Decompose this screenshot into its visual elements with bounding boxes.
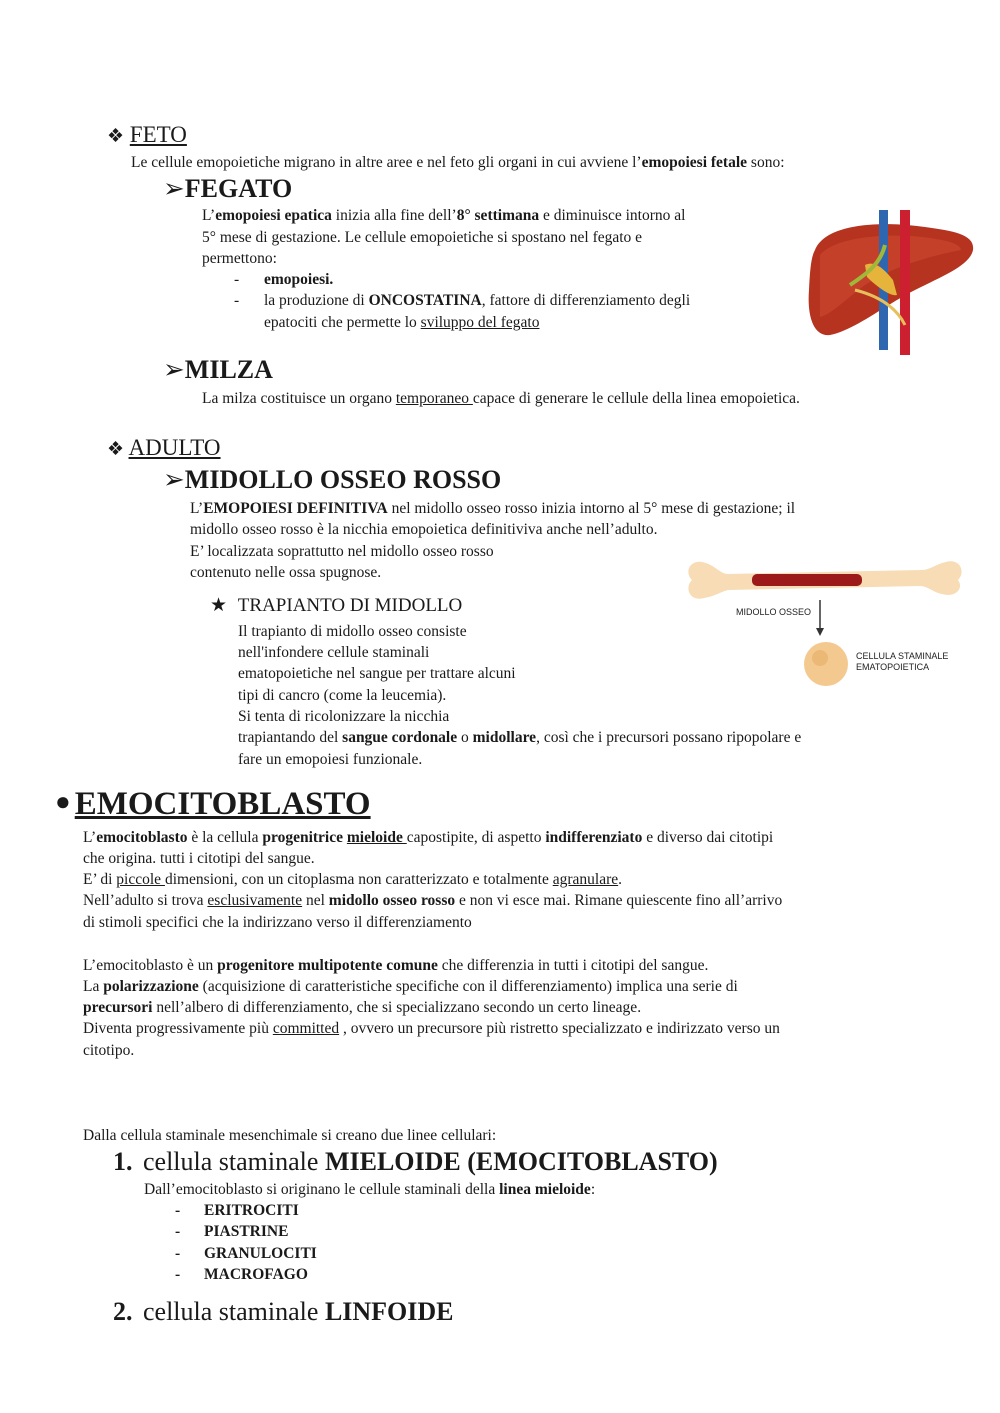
emocitoblasto-title: EMOCITOBLASTO (74, 786, 371, 822)
trapianto-line-6: trapiantando del sangue cordonale o midollare, così che i precursori possano ripopolare e (238, 729, 802, 746)
circle-bullet-icon: ● (55, 787, 71, 816)
fegato-item-2: la produzione di ONCOSTATINA, fattore di differenziamento degli (264, 292, 691, 309)
emo-line-7: La polarizzazione (acquisizione di caratteristiche specifiche con il differenziamento) implica una serie di (83, 978, 738, 995)
list-dash: - (175, 1223, 181, 1240)
feto-intro: Le cellule emopoietiche migrano in altre aree e nel feto gli organi in cui avviene l’emopoiesi fetale sono: (131, 154, 785, 171)
arrow-bullet-icon: ➢ (163, 465, 185, 494)
emo-line-5: di stimoli specifici che la indirizzano verso il differenziamento (83, 914, 472, 931)
mieloide-item: ERITROCITI (204, 1202, 299, 1219)
trapianto-line-2: nell'infondere cellule staminali (238, 644, 430, 661)
linee-item-1: 1. cellula staminale MIELOIDE (EMOCITOBLASTO) (113, 1147, 718, 1176)
mieloide-item: PIASTRINE (204, 1223, 289, 1240)
trapianto-line-3: ematopoietiche nel sangue per trattare alcuni (238, 665, 516, 682)
emo-line-2: che origina. tutti i citotipi del sangue. (83, 850, 315, 867)
feto-title: FETO (129, 122, 187, 147)
emo-line-9: Diventa progressivamente più committed , ovvero un precursore più ristretto specializzato e indirizzato verso un (83, 1020, 780, 1037)
emo-line-6: L’emocitoblasto è un progenitore multipotente comune che differenzia in tutti i citotipi del sangue. (83, 957, 709, 974)
fegato-heading (163, 175, 292, 203)
trapianto-line-4: tipi di cancro (come la leucemia). (238, 687, 447, 704)
fegato-title: FEGATO (184, 174, 293, 203)
fegato-line-1: L’emopoiesi epatica inizia alla fine dell’8° settimana e diminuisce intorno al (202, 207, 686, 224)
emo-line-3: E’ di piccole dimensioni, con un citoplasma non caratterizzato e totalmente agranulare. (83, 871, 623, 888)
mieloide-item: MACROFAGO (204, 1266, 308, 1283)
adulto-heading (107, 435, 221, 463)
mieloide-intro: Dall’emocitoblasto si originano le cellule staminali della linea mieloide: (144, 1181, 596, 1198)
trapianto-title: TRAPIANTO DI MIDOLLO (237, 595, 463, 616)
emo-line-4: Nell’adulto si trova esclusivamente nel midollo osseo rosso e non vi esce mai. Rimane quiescente fino all’arrivo (83, 892, 783, 909)
midollo-line-4: contenuto nelle ossa spugnose. (190, 564, 382, 581)
midollo-title: MIDOLLO OSSEO ROSSO (184, 465, 502, 494)
linee-intro: Dalla cellula staminale mesenchimale si creano due linee cellulari: (83, 1127, 497, 1144)
liver-illustration (805, 205, 980, 355)
fegato-item-1: emopoiesi. (264, 271, 334, 288)
bone-label-cellula: CELLULA STAMINALE (856, 651, 949, 661)
list-dash: - (234, 271, 240, 288)
emo-line-1: L’emocitoblasto è la cellula progenitrice mieloide capostipite, di aspetto indifferenziato e diverso dai citotipi (83, 829, 774, 846)
bone-label-ematopoietica: EMATOPOIETICA (856, 662, 930, 672)
list-dash: - (175, 1245, 181, 1262)
diamond-bullet-icon: ❖ (107, 126, 125, 147)
emo-line-8: precursori nell’albero di differenziamento, che si specializzano secondo un certo lineage. (83, 999, 642, 1016)
emocitoblasto-heading (55, 785, 371, 823)
star-bullet-icon: ★ (210, 595, 228, 616)
mieloide-item: GRANULOCITI (204, 1245, 317, 1262)
bone-label-midollo: MIDOLLO OSSEO (736, 607, 812, 617)
milza-line-1: La milza costituisce un organo temporaneo capace di generare le cellule della linea emopoietica. (202, 390, 800, 407)
arrow-bullet-icon: ➢ (163, 174, 185, 203)
arrow-bullet-icon: ➢ (163, 355, 185, 384)
diamond-bullet-icon: ❖ (107, 439, 125, 460)
trapianto-line-7: fare un emopoiesi funzionale. (238, 751, 423, 768)
linee-item-2: 2. cellula staminale LINFOIDE (113, 1297, 454, 1326)
list-dash: - (234, 292, 240, 309)
list-dash: - (175, 1266, 181, 1283)
fegato-line-2: 5° mese di gestazione. Le cellule emopoietiche si spostano nel fegato e (202, 229, 643, 246)
milza-title: MILZA (184, 355, 273, 384)
adulto-title: ADULTO (128, 435, 221, 460)
bone-marrow-illustration (680, 552, 980, 697)
list-dash: - (175, 1202, 181, 1219)
midollo-line-3: E’ localizzata soprattutto nel midollo osseo rosso (190, 543, 494, 560)
milza-heading (163, 356, 273, 384)
midollo-heading (163, 466, 501, 494)
midollo-line-1: L’EMOPOIESI DEFINITIVA nel midollo osseo rosso inizia intorno al 5° mese di gestazione; il (190, 500, 796, 517)
feto-heading (107, 122, 187, 150)
emo-line-10: citotipo. (83, 1042, 135, 1059)
fegato-item-2-cont: epatociti che permette lo sviluppo del fegato (264, 314, 540, 331)
trapianto-line-1: Il trapianto di midollo osseo consiste (238, 623, 467, 640)
trapianto-heading (210, 595, 462, 617)
midollo-line-2: midollo osseo rosso è la nicchia emopoietica definitiviva anche nell’adulto. (190, 521, 658, 538)
trapianto-line-5: Si tenta di ricolonizzare la nicchia (238, 708, 450, 725)
fegato-line-3: permettono: (202, 250, 277, 267)
